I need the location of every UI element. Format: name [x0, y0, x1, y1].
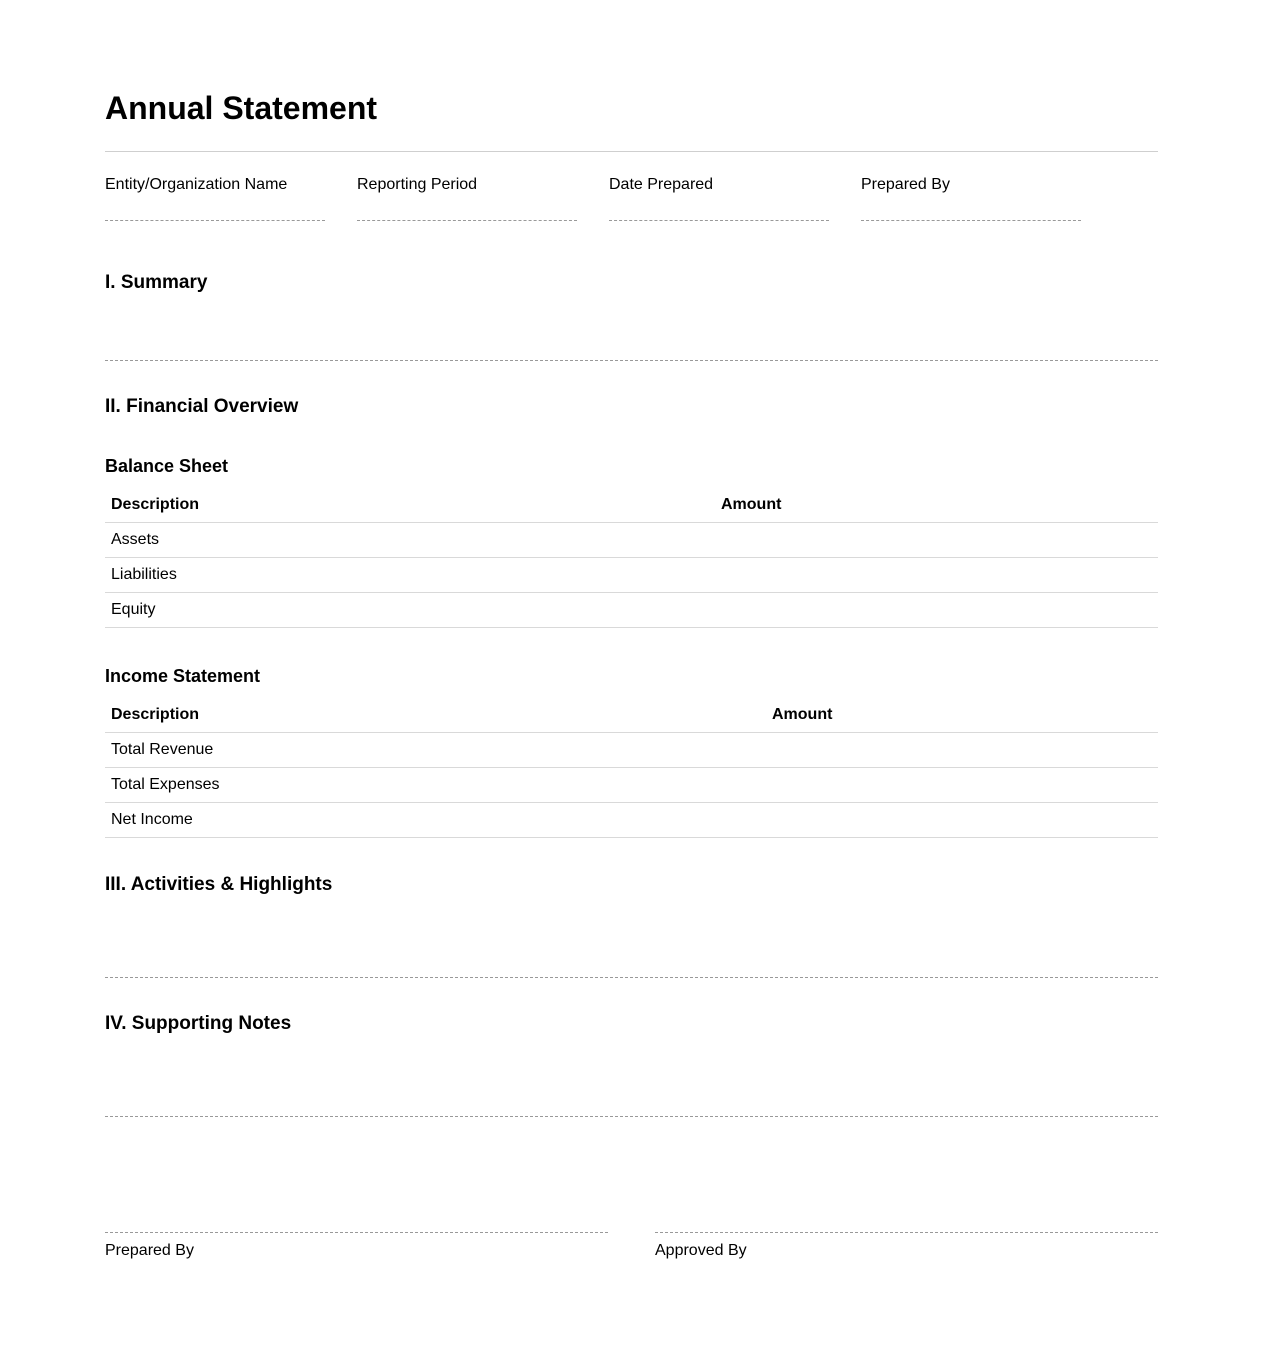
row-description: Assets: [105, 523, 715, 558]
approved-by-signature-label: Approved By: [655, 1242, 747, 1259]
activities-heading: III. Activities & Highlights: [105, 874, 333, 895]
row-amount[interactable]: [766, 768, 1158, 803]
date-prepared-label: Date Prepared: [609, 176, 714, 193]
income-statement-heading: Income Statement: [105, 666, 261, 686]
description-column-header: Description: [105, 488, 715, 523]
title-divider: [105, 151, 1158, 152]
table-row: [105, 523, 1158, 558]
entity-name-label: Entity/Organization Name: [105, 176, 288, 193]
row-amount[interactable]: [766, 733, 1158, 768]
approved-by-signature[interactable]: [655, 1232, 1158, 1260]
row-description: Total Expenses: [105, 768, 766, 803]
table-row: [105, 593, 1158, 628]
date-prepared-field[interactable]: [609, 175, 829, 194]
summary-heading: I. Summary: [105, 272, 208, 293]
row-amount[interactable]: [715, 558, 1158, 593]
row-amount[interactable]: [715, 593, 1158, 628]
entity-name-input-line[interactable]: [105, 220, 325, 221]
table-header-row: [105, 488, 1158, 523]
table-row: [105, 768, 1158, 803]
entity-name-field[interactable]: [105, 175, 325, 194]
row-description: Total Revenue: [105, 733, 766, 768]
supporting-notes-heading: IV. Supporting Notes: [105, 1013, 292, 1034]
prepared-by-input-line[interactable]: [861, 220, 1081, 221]
supporting-notes-content-area[interactable]: [105, 1046, 1158, 1117]
prepared-by-field[interactable]: [861, 175, 1081, 194]
income-statement-table: [105, 698, 1158, 838]
signature-line[interactable]: [105, 1232, 608, 1233]
balance-sheet-heading: Balance Sheet: [105, 456, 229, 476]
page-title: Annual Statement: [105, 90, 378, 126]
prepared-by-label: Prepared By: [861, 176, 950, 193]
table-row: [105, 733, 1158, 768]
row-description: Net Income: [105, 803, 766, 838]
table-row: [105, 803, 1158, 838]
description-column-header: Description: [105, 698, 766, 733]
prepared-by-signature-label: Prepared By: [105, 1242, 194, 1259]
row-amount[interactable]: [766, 803, 1158, 838]
amount-column-header: Amount: [766, 698, 1158, 733]
signature-line[interactable]: [655, 1232, 1158, 1233]
date-prepared-input-line[interactable]: [609, 220, 829, 221]
financial-overview-heading: II. Financial Overview: [105, 396, 299, 417]
row-description: Equity: [105, 593, 715, 628]
amount-column-header: Amount: [715, 488, 1158, 523]
reporting-period-field[interactable]: [357, 175, 577, 194]
table-header-row: [105, 698, 1158, 733]
balance-sheet-table: [105, 488, 1158, 628]
prepared-by-signature[interactable]: [105, 1232, 608, 1260]
summary-content-area[interactable]: [105, 305, 1158, 361]
activities-content-area[interactable]: [105, 907, 1158, 978]
row-description: Liabilities: [105, 558, 715, 593]
reporting-period-input-line[interactable]: [357, 220, 577, 221]
row-amount[interactable]: [715, 523, 1158, 558]
reporting-period-label: Reporting Period: [357, 176, 478, 193]
table-row: [105, 558, 1158, 593]
